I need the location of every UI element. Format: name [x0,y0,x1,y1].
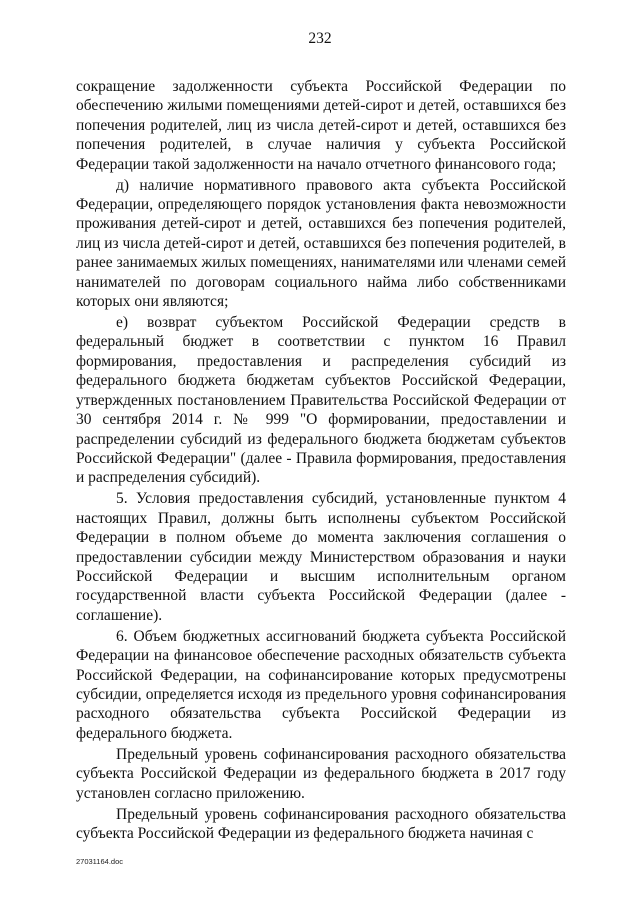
paragraph-debt-reduction: сокращение задолженности субъекта Российской Федерации по обеспечению жилыми помещениями детей-сирот и детей, оставшихся без попечения родителей, лиц из числа детей-сирот и детей, оставшихся без попечения родителей, в случае наличия у субъекта Российской Федерации такой задолженности на начало отчетного финансового года; [76,78,566,173]
paragraph-clause-5: 5. Условия предоставления субсидий, установленные пунктом 4 настоящих Правил, должны быть исполнены субъектом Российской Федерации в полном объеме до момента заключения соглашения о предоставлении субсидии между Министерством образования и науки Российской Федерации и высшим исполнительным органом государственной власти субъекта Российской Федерации (далее - соглашение). [76,490,566,624]
document-body [76,77,566,845]
paragraph-clause-6: 6. Объем бюджетных ассигнований бюджета субъекта Российской Федерации на финансовое обеспечение расходных обязательств субъекта Российской Федерации, на софинансирование которых предусмотрены субсидии, определяется исходя из предельного уровня софинансирования расходного обязательства субъекта Российской Федерации из федерального бюджета. [76,627,566,742]
document-file-code: 27031164.doc [76,857,123,866]
paragraph-cofinancing-continued: Предельный уровень софинансирования расходного обязательства субъекта Российской Федерации из федерального бюджета начиная с [76,805,566,842]
paragraph-item-e: е) возврат субъектом Российской Федерации средств в федеральный бюджет в соответствии с пунктом 16 Правил формирования, предоставления и распределения субсидий из федерального бюджета бюджетам субъектов Российской Федерации, утвержденных постановлением Правительства Российской Федерации от 30 сентября 2014 г. № 999 "О формировании, предоставлении и распределении субсидий из федерального бюджета бюджетам субъектов Российской Федерации" (далее - Правила формирования, предоставления и распределения субсидий). [76,314,566,487]
paragraph-cofinancing-2017: Предельный уровень софинансирования расходного обязательства субъекта Российской Федерации из федерального бюджета в 2017 году установлен согласно приложению. [76,745,566,802]
paragraph-item-d: д) наличие нормативного правового акта субъекта Российской Федерации, определяющего порядок установления факта невозможности проживания детей-сирот и детей, оставшихся без попечения родителей, лиц из числа детей-сирот и детей, оставшихся без попечения родителей, в ранее занимаемых жилых помещениях, нанимателями или членами семей нанимателей по договорам социального найма либо собственниками которых они являются; [76,176,566,311]
page-number: 232 [308,30,332,47]
